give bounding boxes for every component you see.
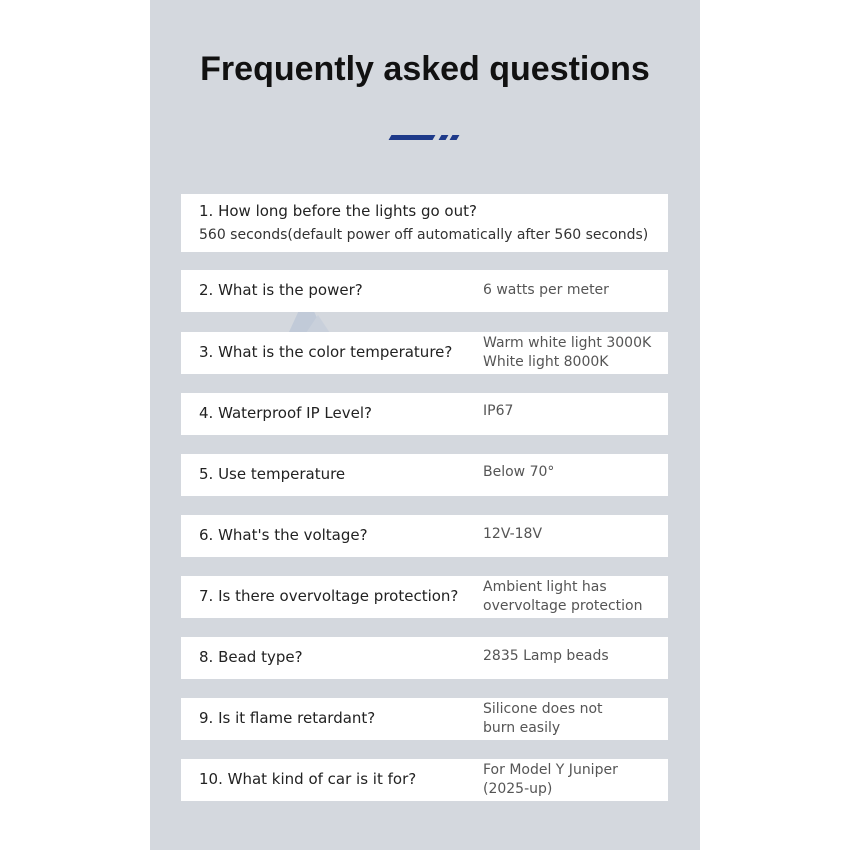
faq-answer: For Model Y Juniper (2025-up)	[483, 762, 618, 797]
faq-answer: Below 70°	[483, 464, 555, 480]
faq-question: 4. Waterproof IP Level?	[199, 404, 372, 422]
faq-question: 5. Use temperature	[199, 465, 346, 483]
faq-question: 6. What's the voltage?	[199, 526, 368, 544]
faq-row-9	[181, 698, 668, 740]
faq-row-1	[181, 194, 668, 252]
faq-question: 1. How long before the lights go out?	[199, 202, 477, 220]
faq-answer: 12V-18V	[483, 526, 543, 542]
faq-question: 3. What is the color temperature?	[199, 343, 453, 361]
faq-row-5	[181, 454, 668, 496]
faq-answer: 560 seconds(default power off automatically after 560 seconds)	[199, 227, 649, 243]
faq-row-2	[181, 270, 668, 312]
divider-bar-long	[389, 135, 436, 140]
faq-answer: IP67	[483, 403, 514, 419]
divider-bar-short-2	[450, 135, 460, 140]
page-title: Frequently asked questions	[200, 50, 650, 88]
divider-bar-short-1	[439, 135, 449, 140]
faq-question: 9. Is it flame retardant?	[199, 709, 376, 727]
title-divider	[388, 135, 462, 141]
faq-question: 8. Bead type?	[199, 648, 303, 666]
faq-panel	[150, 0, 700, 850]
faq-answer: Ambient light has overvoltage protection	[483, 579, 643, 614]
faq-row-8	[181, 637, 668, 679]
faq-answer: 6 watts per meter	[483, 282, 609, 298]
faq-answer: 2835 Lamp beads	[483, 648, 609, 664]
faq-question: 7. Is there overvoltage protection?	[199, 587, 459, 605]
faq-answer: Warm white light 3000K White light 8000K	[483, 335, 652, 370]
faq-row-6	[181, 515, 668, 557]
faq-answer: Silicone does not burn easily	[483, 701, 603, 736]
faq-row-4	[181, 393, 668, 435]
faq-row-10	[181, 759, 668, 801]
faq-row-7	[181, 576, 668, 618]
faq-question: 10. What kind of car is it for?	[199, 770, 417, 788]
faq-row-3	[181, 332, 668, 374]
faq-question: 2. What is the power?	[199, 281, 363, 299]
